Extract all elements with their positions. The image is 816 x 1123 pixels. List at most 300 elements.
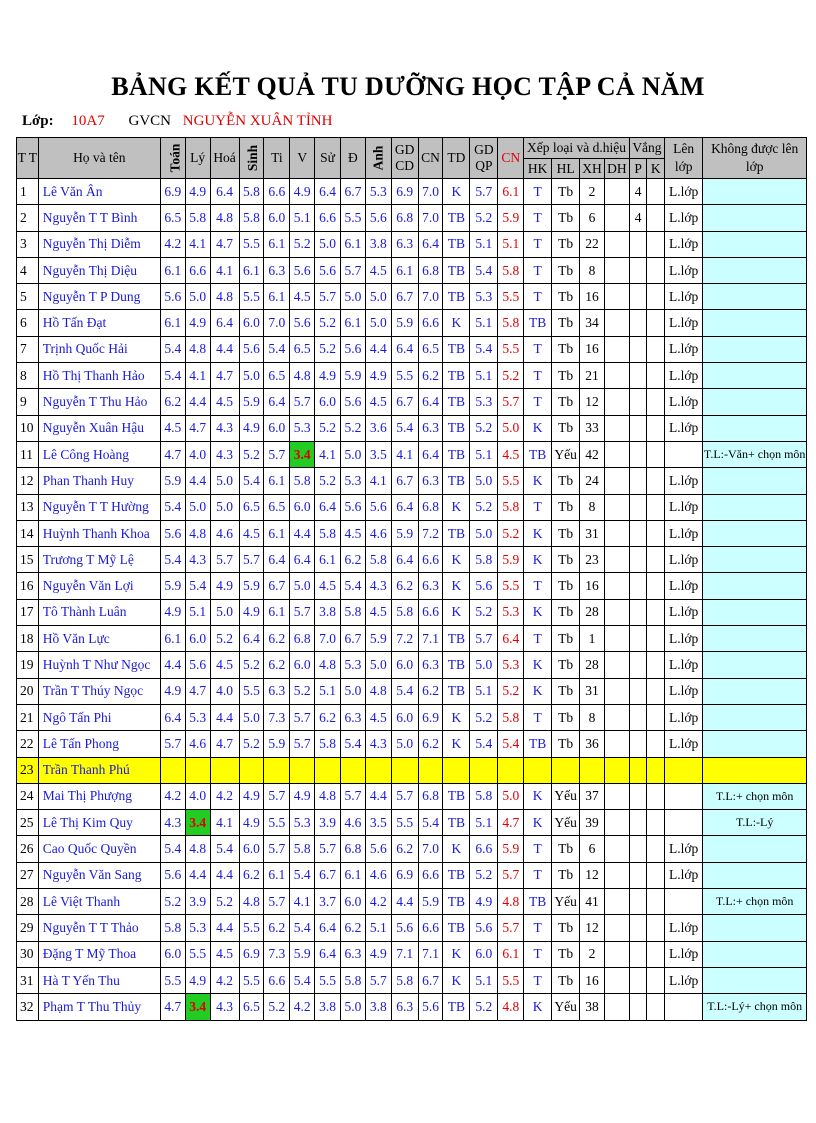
- subject-score: 5.6: [160, 862, 185, 888]
- subject-score: 5.9: [160, 468, 185, 494]
- subject-score: 5.2: [315, 415, 341, 441]
- class-position: 24: [580, 468, 605, 494]
- subject-score: 5.5: [239, 284, 264, 310]
- academic-rank: Yếu: [552, 783, 580, 809]
- subject-score: 6.7: [418, 967, 443, 993]
- subject-score: 5.7: [470, 179, 498, 205]
- absent-unexcused: [647, 836, 665, 862]
- table-row: [17, 336, 807, 362]
- subject-score: 5.9: [160, 573, 185, 599]
- promotion-status: L.lớp: [665, 941, 703, 967]
- subject-score: 5.0: [185, 494, 210, 520]
- subject-score: 4.8: [315, 783, 341, 809]
- subject-score: 5.5: [160, 967, 185, 993]
- subject-score: 6.4: [418, 441, 443, 467]
- subject-score: 5.7: [264, 441, 290, 467]
- student-name: Nguyễn Thị Diễm: [38, 231, 160, 257]
- promotion-status: [665, 889, 703, 915]
- absent-unexcused: [647, 810, 665, 836]
- absent-excused: [629, 441, 647, 467]
- subject-score: 5.2: [341, 415, 366, 441]
- subject-score: 6.6: [418, 915, 443, 941]
- subject-score: 6.4: [290, 547, 315, 573]
- class-position: 8: [580, 704, 605, 730]
- subject-score: 5.6: [365, 836, 391, 862]
- subject-score: 5.4: [290, 967, 315, 993]
- average-score: 5.2: [498, 678, 524, 704]
- remark: [703, 205, 807, 231]
- title-award: [604, 599, 629, 625]
- remark: T.L:-Văn+ chọn môn: [703, 441, 807, 467]
- row-number: 32: [17, 994, 39, 1020]
- subject-score: 4.2: [365, 889, 391, 915]
- subject-score: 4.1: [185, 231, 210, 257]
- subject-score: 7.3: [264, 941, 290, 967]
- absent-excused: [629, 889, 647, 915]
- row-number: 21: [17, 704, 39, 730]
- remark: [703, 468, 807, 494]
- student-name: Hồ Văn Lực: [38, 626, 160, 652]
- promotion-status: L.lớp: [665, 363, 703, 389]
- subject-score: 5.1: [470, 363, 498, 389]
- title-award: [604, 810, 629, 836]
- absent-excused: 4: [629, 179, 647, 205]
- subject-score: 4.7: [160, 994, 185, 1020]
- title-award: [604, 231, 629, 257]
- subject-score: 6.9: [391, 862, 418, 888]
- row-number: 17: [17, 599, 39, 625]
- subject-score: 4.3: [210, 441, 239, 467]
- subject-score: 6.4: [264, 547, 290, 573]
- teacher-label: GVCN: [128, 113, 172, 129]
- remark: [703, 915, 807, 941]
- row-number: 16: [17, 573, 39, 599]
- average-score: 6.1: [498, 179, 524, 205]
- subject-score: 4.5: [315, 573, 341, 599]
- class-position: 28: [580, 599, 605, 625]
- subject-score: 6.7: [391, 284, 418, 310]
- subject-score: 4.1: [210, 810, 239, 836]
- absent-unexcused: [647, 494, 665, 520]
- conduct-rank: K: [524, 994, 552, 1020]
- subject-score: [341, 757, 366, 783]
- subject-score: 6.6: [185, 257, 210, 283]
- subject-score: 5.6: [160, 284, 185, 310]
- header-p: P: [629, 159, 647, 179]
- subject-score: 5.2: [315, 336, 341, 362]
- academic-rank: Tb: [552, 626, 580, 652]
- subject-score: 5.4: [341, 573, 366, 599]
- subject-score: 5.7: [160, 731, 185, 757]
- subject-score: 6.0: [239, 310, 264, 336]
- table-row: [17, 626, 807, 652]
- table-row: [17, 836, 807, 862]
- subject-score: 6.5: [264, 363, 290, 389]
- subject-score: 4.4: [160, 652, 185, 678]
- class-position: 28: [580, 652, 605, 678]
- subject-score: 5.2: [210, 626, 239, 652]
- subject-score: 6.4: [315, 179, 341, 205]
- subject-score: 4.3: [210, 415, 239, 441]
- header-anh: Anh: [365, 138, 391, 179]
- subject-score: 6.4: [315, 915, 341, 941]
- conduct-rank: T: [524, 836, 552, 862]
- student-name: Lê Văn Ân: [38, 179, 160, 205]
- subject-score: 6.5: [290, 336, 315, 362]
- promotion-status: L.lớp: [665, 652, 703, 678]
- subject-score: 5.0: [470, 520, 498, 546]
- absent-unexcused: [647, 941, 665, 967]
- subject-score: TB: [443, 468, 470, 494]
- subject-score: 6.7: [391, 468, 418, 494]
- table-row: [17, 520, 807, 546]
- subject-score: 5.4: [418, 810, 443, 836]
- subject-score: 3.5: [365, 810, 391, 836]
- subject-score: 5.0: [470, 652, 498, 678]
- average-score: 5.4: [498, 731, 524, 757]
- promotion-status: L.lớp: [665, 179, 703, 205]
- subject-score: 6.3: [391, 994, 418, 1020]
- subject-score: 4.8: [365, 678, 391, 704]
- subject-score: 3.6: [365, 415, 391, 441]
- subject-score: 4.4: [290, 520, 315, 546]
- student-name: Ngô Tấn Phi: [38, 704, 160, 730]
- subject-score: 5.3: [341, 652, 366, 678]
- student-name: Trần T Thúy Ngọc: [38, 678, 160, 704]
- conduct-rank: K: [524, 599, 552, 625]
- subject-score: 4.8: [239, 889, 264, 915]
- absent-unexcused: [647, 731, 665, 757]
- promotion-status: [665, 994, 703, 1020]
- row-number: 3: [17, 231, 39, 257]
- title-award: [604, 994, 629, 1020]
- academic-rank: Tb: [552, 862, 580, 888]
- subject-score: 5.6: [160, 520, 185, 546]
- conduct-rank: K: [524, 415, 552, 441]
- subject-score: 6.0: [290, 494, 315, 520]
- subject-score: 4.5: [210, 941, 239, 967]
- subject-score: 6.6: [418, 862, 443, 888]
- student-name: Cao Quốc Quyền: [38, 836, 160, 862]
- absent-unexcused: [647, 704, 665, 730]
- average-score: 5.2: [498, 363, 524, 389]
- absent-unexcused: [647, 915, 665, 941]
- subject-score: 5.8: [391, 599, 418, 625]
- subject-score: 6.9: [418, 704, 443, 730]
- subject-score: 5.4: [341, 731, 366, 757]
- subject-score: 6.0: [185, 626, 210, 652]
- subject-score: 4.9: [290, 179, 315, 205]
- subject-score: 6.3: [418, 415, 443, 441]
- class-position: 16: [580, 284, 605, 310]
- subject-score: 5.2: [210, 889, 239, 915]
- subject-score: 5.8: [315, 731, 341, 757]
- subject-score: 5.8: [365, 547, 391, 573]
- subject-score: 6.6: [418, 547, 443, 573]
- subject-score: 6.6: [418, 599, 443, 625]
- academic-rank: Yếu: [552, 889, 580, 915]
- student-name: Hồ Thị Thanh Hảo: [38, 363, 160, 389]
- subject-score: 4.9: [160, 599, 185, 625]
- subject-score: 4.0: [210, 678, 239, 704]
- subject-score: TB: [443, 205, 470, 231]
- subject-score: 5.6: [290, 310, 315, 336]
- conduct-rank: T: [524, 941, 552, 967]
- subject-score: 6.8: [418, 257, 443, 283]
- subject-score: 5.4: [391, 415, 418, 441]
- subject-score: 5.0: [365, 652, 391, 678]
- class-position: 21: [580, 363, 605, 389]
- header-name: Họ và tên: [38, 138, 160, 179]
- remark: T.L:-Lý: [703, 810, 807, 836]
- subject-score: 4.7: [185, 415, 210, 441]
- subject-score: 4.1: [315, 441, 341, 467]
- student-name: Nguyễn T P Dung: [38, 284, 160, 310]
- title-award: [604, 783, 629, 809]
- subject-score: 4.2: [290, 994, 315, 1020]
- subject-score: 4.7: [210, 231, 239, 257]
- subject-score: 6.0: [290, 652, 315, 678]
- student-name: Nguyễn Xuân Hậu: [38, 415, 160, 441]
- subject-score: 6.7: [315, 862, 341, 888]
- class-position: 6: [580, 205, 605, 231]
- absent-excused: 4: [629, 205, 647, 231]
- student-name: Lê Công Hoàng: [38, 441, 160, 467]
- subject-score: 5.2: [290, 678, 315, 704]
- header-su: Sử: [315, 138, 341, 179]
- absent-excused: [629, 389, 647, 415]
- header-vang: Vắng: [629, 138, 664, 159]
- subject-score: 6.4: [418, 389, 443, 415]
- subject-score: 6.5: [160, 205, 185, 231]
- conduct-rank: TB: [524, 889, 552, 915]
- absent-excused: [629, 468, 647, 494]
- average-score: 5.5: [498, 573, 524, 599]
- subject-score: TB: [443, 520, 470, 546]
- absent-excused: [629, 415, 647, 441]
- absent-excused: [629, 757, 647, 783]
- subject-score: 3.8: [315, 994, 341, 1020]
- subject-score: 6.3: [264, 678, 290, 704]
- header-ti: Ti: [264, 138, 290, 179]
- subject-score: 4.9: [185, 967, 210, 993]
- subject-score: 5.7: [290, 599, 315, 625]
- subject-score: 6.1: [341, 231, 366, 257]
- subject-score: 4.3: [365, 731, 391, 757]
- subject-score: 5.1: [470, 678, 498, 704]
- subject-score: 5.9: [264, 731, 290, 757]
- title-award: [604, 757, 629, 783]
- title-award: [604, 441, 629, 467]
- subject-score: 5.3: [470, 389, 498, 415]
- remark: [703, 257, 807, 283]
- subject-score: 3.9: [185, 889, 210, 915]
- subject-score: 5.5: [239, 231, 264, 257]
- header-cn-average: CN: [498, 138, 524, 179]
- results-table: [16, 137, 807, 1021]
- subject-score: 3.5: [365, 441, 391, 467]
- subject-score: 6.1: [341, 862, 366, 888]
- subject-score: 5.8: [341, 599, 366, 625]
- promotion-status: L.lớp: [665, 862, 703, 888]
- subject-score: 5.2: [264, 994, 290, 1020]
- subject-score: 6.2: [391, 573, 418, 599]
- academic-rank: Tb: [552, 205, 580, 231]
- subject-score: 6.0: [341, 889, 366, 915]
- average-score: 6.4: [498, 626, 524, 652]
- subject-score: 6.9: [239, 941, 264, 967]
- remark: [703, 678, 807, 704]
- promotion-status: L.lớp: [665, 494, 703, 520]
- subject-score: 3.4: [290, 441, 315, 467]
- absent-unexcused: [647, 205, 665, 231]
- header-td: TD: [443, 138, 470, 179]
- subject-score: 5.5: [391, 363, 418, 389]
- subject-score: 5.1: [470, 967, 498, 993]
- average-score: 5.9: [498, 205, 524, 231]
- subject-score: 5.0: [391, 731, 418, 757]
- average-score: 4.8: [498, 994, 524, 1020]
- subject-score: 4.8: [185, 336, 210, 362]
- page-title: BẢNG KẾT QUẢ TU DƯỠNG HỌC TẬP CẢ NĂM: [111, 72, 705, 101]
- subject-score: K: [443, 704, 470, 730]
- subject-score: K: [443, 731, 470, 757]
- subject-score: 5.7: [290, 389, 315, 415]
- row-number: 19: [17, 652, 39, 678]
- subject-score: 5.7: [365, 967, 391, 993]
- table-row: [17, 547, 807, 573]
- subject-score: 6.8: [341, 836, 366, 862]
- academic-rank: Tb: [552, 967, 580, 993]
- average-score: 5.5: [498, 284, 524, 310]
- subject-score: 6.4: [264, 389, 290, 415]
- subject-score: 4.0: [185, 783, 210, 809]
- subject-score: 6.1: [264, 520, 290, 546]
- subject-score: 5.1: [290, 205, 315, 231]
- academic-rank: [552, 757, 580, 783]
- row-number: 9: [17, 389, 39, 415]
- subject-score: 5.2: [470, 994, 498, 1020]
- subject-score: 5.2: [315, 468, 341, 494]
- class-position: 36: [580, 731, 605, 757]
- subject-score: 4.5: [365, 389, 391, 415]
- subject-score: [290, 757, 315, 783]
- subject-score: 6.4: [391, 494, 418, 520]
- average-score: 5.9: [498, 547, 524, 573]
- class-position: 16: [580, 573, 605, 599]
- subject-score: 5.8: [185, 205, 210, 231]
- subject-score: K: [443, 179, 470, 205]
- subject-score: 5.2: [239, 441, 264, 467]
- table-row: [17, 310, 807, 336]
- title-award: [604, 967, 629, 993]
- subject-score: K: [443, 573, 470, 599]
- conduct-rank: TB: [524, 731, 552, 757]
- subject-score: K: [443, 967, 470, 993]
- subject-score: 3.4: [185, 810, 210, 836]
- subject-score: 4.4: [391, 889, 418, 915]
- subject-score: 5.4: [160, 836, 185, 862]
- promotion-status: L.lớp: [665, 731, 703, 757]
- academic-rank: Tb: [552, 731, 580, 757]
- subject-score: 6.2: [264, 626, 290, 652]
- header-k: K: [647, 159, 665, 179]
- subject-score: 5.0: [341, 441, 366, 467]
- subject-score: 6.0: [391, 652, 418, 678]
- subject-score: 6.2: [264, 652, 290, 678]
- subject-score: 6.0: [315, 389, 341, 415]
- remark: [703, 389, 807, 415]
- subject-score: K: [443, 599, 470, 625]
- table-row: [17, 389, 807, 415]
- class-position: 12: [580, 862, 605, 888]
- subject-score: 4.4: [210, 704, 239, 730]
- subject-score: 6.7: [341, 179, 366, 205]
- table-row: [17, 231, 807, 257]
- promotion-status: L.lớp: [665, 310, 703, 336]
- subject-score: 4.5: [239, 520, 264, 546]
- promotion-status: L.lớp: [665, 573, 703, 599]
- subject-score: 5.5: [239, 678, 264, 704]
- subject-score: 5.4: [470, 257, 498, 283]
- class-position: 42: [580, 441, 605, 467]
- average-score: 5.5: [498, 336, 524, 362]
- subject-score: 6.0: [391, 704, 418, 730]
- subject-score: 5.7: [264, 783, 290, 809]
- subject-score: 5.6: [290, 257, 315, 283]
- absent-excused: [629, 520, 647, 546]
- absent-unexcused: [647, 862, 665, 888]
- class-position: 39: [580, 810, 605, 836]
- class-position: 2: [580, 941, 605, 967]
- subject-score: 5.5: [391, 810, 418, 836]
- subject-score: 5.4: [210, 836, 239, 862]
- subject-score: 5.6: [185, 652, 210, 678]
- subject-score: 4.5: [290, 284, 315, 310]
- promotion-status: L.lớp: [665, 678, 703, 704]
- student-name: Hồ Tấn Đạt: [38, 310, 160, 336]
- student-name: Trương T Mỹ Lệ: [38, 547, 160, 573]
- subject-score: 6.3: [391, 231, 418, 257]
- subject-score: 6.2: [264, 915, 290, 941]
- subject-score: 4.6: [185, 731, 210, 757]
- absent-excused: [629, 994, 647, 1020]
- subject-score: 5.0: [315, 231, 341, 257]
- table-row: [17, 468, 807, 494]
- student-name: Nguyễn T Thu Hảo: [38, 389, 160, 415]
- subject-score: 5.0: [210, 599, 239, 625]
- class-position: 1: [580, 626, 605, 652]
- row-number: 24: [17, 783, 39, 809]
- header-tt: T T: [17, 138, 39, 179]
- subject-score: 6.8: [418, 494, 443, 520]
- subject-score: 7.0: [418, 205, 443, 231]
- subject-score: 6.6: [470, 836, 498, 862]
- subject-score: 4.7: [210, 363, 239, 389]
- academic-rank: Tb: [552, 494, 580, 520]
- subject-score: 5.3: [365, 179, 391, 205]
- subject-score: 5.1: [315, 678, 341, 704]
- subject-score: 6.5: [239, 494, 264, 520]
- conduct-rank: T: [524, 231, 552, 257]
- subject-score: 6.4: [160, 704, 185, 730]
- title-award: [604, 547, 629, 573]
- subject-score: 4.9: [239, 599, 264, 625]
- conduct-rank: T: [524, 915, 552, 941]
- title-award: [604, 363, 629, 389]
- promotion-status: L.lớp: [665, 284, 703, 310]
- student-name: Hà T Yến Thu: [38, 967, 160, 993]
